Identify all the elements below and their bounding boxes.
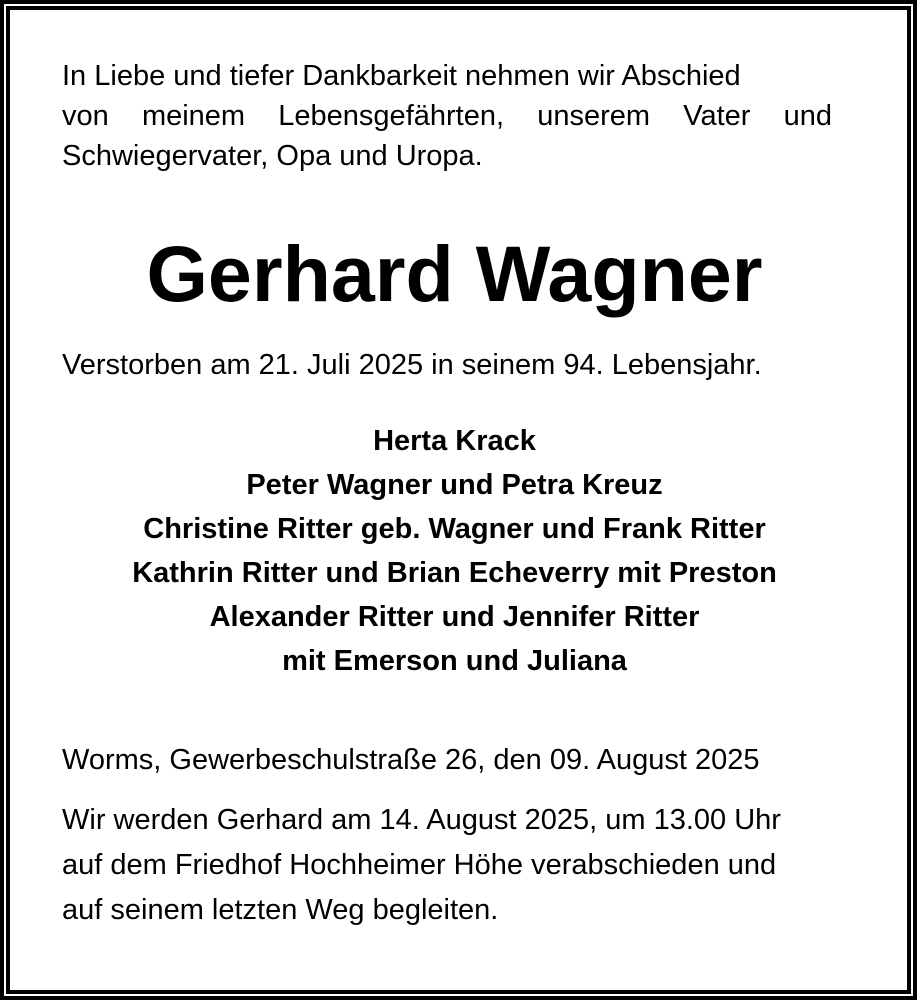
mourner-line: Christine Ritter geb. Wagner und Frank Ritter [143, 513, 766, 545]
mourner-line: Peter Wagner und Petra Kreuz [246, 469, 663, 501]
farewell-paragraph [62, 798, 852, 933]
obituary-content [10, 56, 907, 994]
intro-line: Schwiegervater, Opa und Uropa. [62, 140, 483, 172]
mourner-line: Alexander Ritter und Jennifer Ritter [209, 601, 700, 633]
death-statement: Verstorben am 21. Juli 2025 in seinem 94. Lebensjahr. [62, 349, 762, 381]
mourner-line: Kathrin Ritter und Brian Echeverry mit Preston [132, 557, 777, 589]
mourner-line: Herta Krack [373, 425, 536, 457]
mourner-line: mit Emerson und Juliana [282, 645, 627, 677]
farewell-line: auf seinem letzten Weg begleiten. [62, 894, 499, 926]
intro-paragraph [62, 56, 832, 176]
intro-line: In Liebe und tiefer Dankbarkeit nehmen wir Abschied [62, 60, 741, 92]
intro-line: von meinem Lebensgefährten, unserem Vater und [62, 100, 832, 132]
deceased-name: Gerhard Wagner [146, 229, 763, 318]
mourners-list [62, 419, 847, 683]
farewell-line: auf dem Friedhof Hochheimer Höhe verabschieden und [62, 849, 777, 881]
place-and-date: Worms, Gewerbeschulstraße 26, den 09. August 2025 [62, 744, 760, 776]
farewell-line: Wir werden Gerhard am 14. August 2025, um 13.00 Uhr [62, 804, 781, 836]
obituary-inner-frame [6, 6, 911, 994]
